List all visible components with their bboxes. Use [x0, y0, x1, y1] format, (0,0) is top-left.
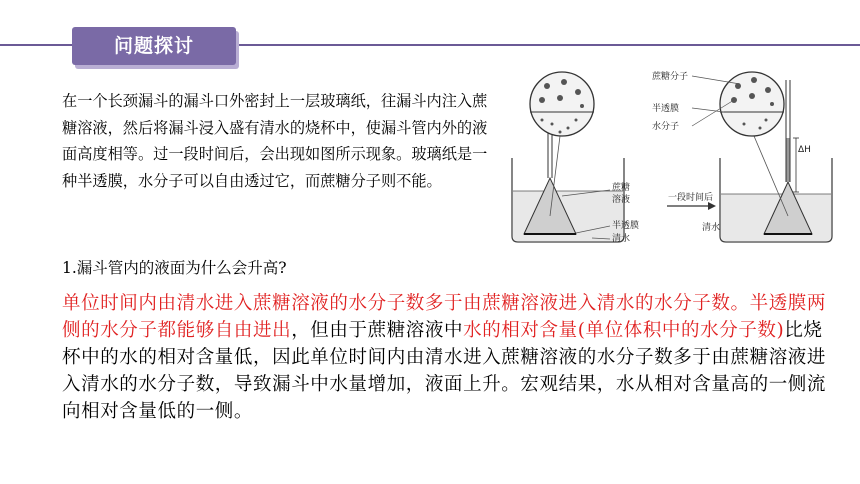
label-semipermeable-bottom: 半透膜: [612, 221, 640, 231]
answer-paragraph: [62, 290, 832, 425]
time-arrow: [667, 202, 716, 210]
label-after-time: 一段时间后: [668, 193, 714, 203]
answer-seg3: ，但由于蔗糖溶液中: [291, 320, 464, 341]
label-delta-h: ΔH: [798, 145, 811, 155]
answer-seg2: 半透膜两侧的水分子都能够自由进出: [62, 293, 827, 341]
label-sucrose-solution-2: 溶液: [612, 195, 631, 205]
label-clear-water-left: 清水: [612, 234, 631, 244]
label-clear-water-right: 清水: [702, 223, 721, 233]
question-1: 1.漏斗管内的液面为什么会升高?: [62, 259, 287, 277]
label-semipermeable-top: 半透膜: [652, 104, 680, 114]
label-sucrose-molecule: 蔗糖分子: [652, 72, 689, 82]
answer-seg4: 水的相对含量(单位体积中的水分子数): [463, 320, 785, 341]
label-sucrose-solution-1: 蔗糖: [612, 183, 631, 193]
section-title: 问题探讨: [113, 35, 194, 57]
section-title-tab: [72, 27, 236, 65]
osmosis-diagram: [502, 66, 842, 248]
label-water-molecule: 水分子: [652, 122, 680, 132]
answer-seg1: 单位时间内由清水进入蔗糖溶液的水分子数多于由蔗糖溶液进入清水的水分子数。: [62, 293, 750, 314]
answer-seg5: 比烧杯中的水的相对含量低，因此单位时间内由清水进入蔗糖溶液的水分子数多于由蔗糖溶液进入清水的水分子数，导致漏斗中水量增加，液面上升。宏观结果，水从相对含量高的一侧流向相对含量低的一侧。: [62, 320, 827, 422]
intro-paragraph: 在一个长颈漏斗的漏斗口外密封上一层玻璃纸，往漏斗内注入蔗糖溶液，然后将漏斗浸入盛有清水的烧杯中，使漏斗管内外的液面高度相等。过一段时间后，会出现如图所示现象。玻璃纸是一种半透膜，水分子可以自由透过它，而蔗糖分子则不能。: [62, 92, 488, 190]
